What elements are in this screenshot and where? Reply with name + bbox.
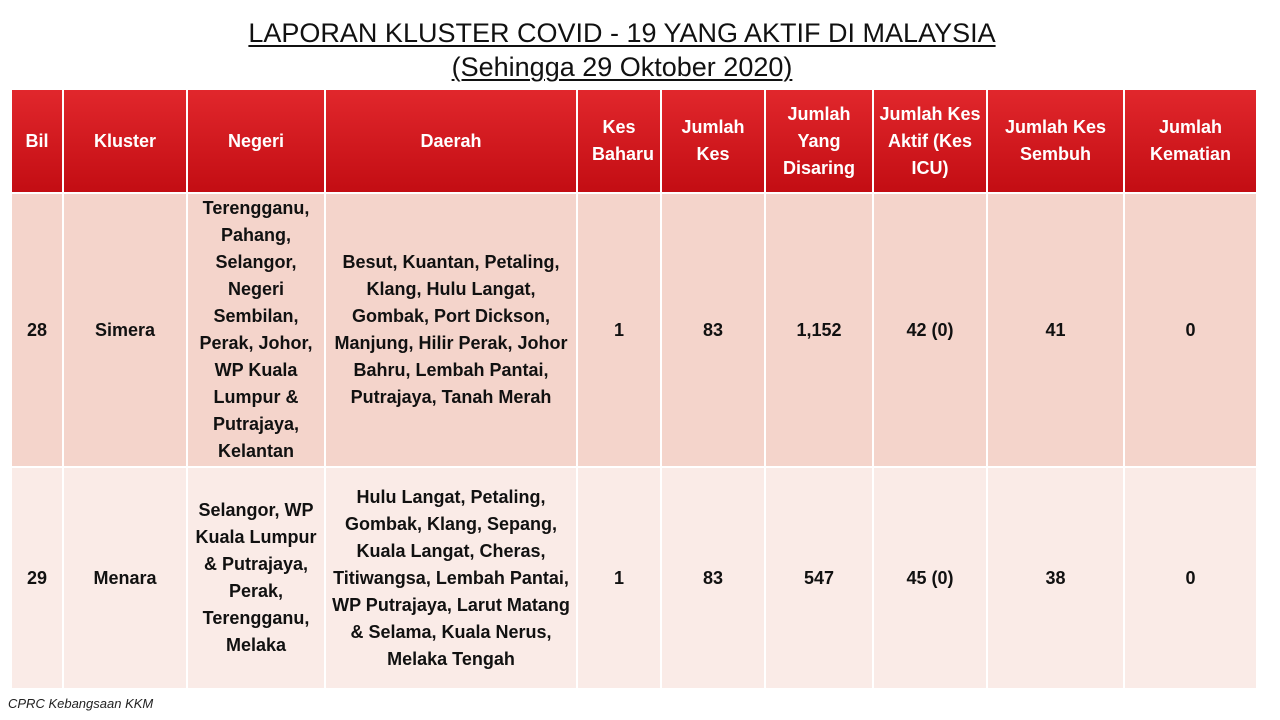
cell-kematian: 0 (1124, 193, 1257, 467)
cell-kes-aktif: 45 (0) (873, 467, 987, 689)
cell-kematian: 0 (1124, 467, 1257, 689)
cell-jumlah-disaring: 547 (765, 467, 873, 689)
header-jumlah-kes: Jumlah Kes (661, 89, 765, 193)
table-row (11, 467, 1257, 689)
cell-jumlah-kes: 83 (661, 467, 765, 689)
cluster-table (10, 88, 1258, 690)
cell-kes-baharu: 1 (577, 467, 661, 689)
cell-kes-aktif: 42 (0) (873, 193, 987, 467)
cell-daerah: Besut, Kuantan, Petaling, Klang, Hulu Langat, Gombak, Port Dickson, Manjung, Hilir Perak, Johor Bahru, Lembah Pantai, Putrajaya, Tanah Merah (325, 193, 577, 467)
header-kematian: Jumlah Kematian (1124, 89, 1257, 193)
table-header-row (11, 89, 1257, 193)
header-daerah: Daerah (325, 89, 577, 193)
table-row (11, 193, 1257, 467)
header-jumlah-disaring: Jumlah Yang Disaring (765, 89, 873, 193)
title-line-main: LAPORAN KLUSTER COVID - 19 YANG AKTIF DI MALAYSIA (248, 18, 996, 48)
cell-kes-sembuh: 41 (987, 193, 1124, 467)
cell-negeri: Terengganu, Pahang, Selangor, Negeri Sembilan, Perak, Johor, WP Kuala Lumpur & Putrajaya, Kelantan (187, 193, 325, 467)
header-kluster: Kluster (63, 89, 187, 193)
cell-kluster: Menara (63, 467, 187, 689)
header-negeri: Negeri (187, 89, 325, 193)
cell-bil: 28 (11, 193, 63, 467)
header-bil: Bil (11, 89, 63, 193)
header-kes-aktif: Jumlah Kes Aktif (Kes ICU) (873, 89, 987, 193)
cell-jumlah-kes: 83 (661, 193, 765, 467)
cell-daerah: Hulu Langat, Petaling, Gombak, Klang, Sepang, Kuala Langat, Cheras, Titiwangsa, Lembah Pantai, WP Putrajaya, Larut Matang & Selama, Kuala Nerus, Melaka Tengah (325, 467, 577, 689)
cell-kluster: Simera (63, 193, 187, 467)
source-footer: CPRC Kebangsaan KKM (8, 696, 154, 711)
report-title (0, 16, 1244, 84)
header-kes-sembuh: Jumlah Kes Sembuh (987, 89, 1124, 193)
cell-bil: 29 (11, 467, 63, 689)
cell-jumlah-disaring: 1,152 (765, 193, 873, 467)
title-line-date: (Sehingga 29 Oktober 2020) (451, 52, 793, 82)
header-kes-baharu: Kes Baharu (577, 89, 661, 193)
cell-kes-baharu: 1 (577, 193, 661, 467)
cell-negeri: Selangor, WP Kuala Lumpur & Putrajaya, Perak, Terengganu, Melaka (187, 467, 325, 689)
cell-kes-sembuh: 38 (987, 467, 1124, 689)
